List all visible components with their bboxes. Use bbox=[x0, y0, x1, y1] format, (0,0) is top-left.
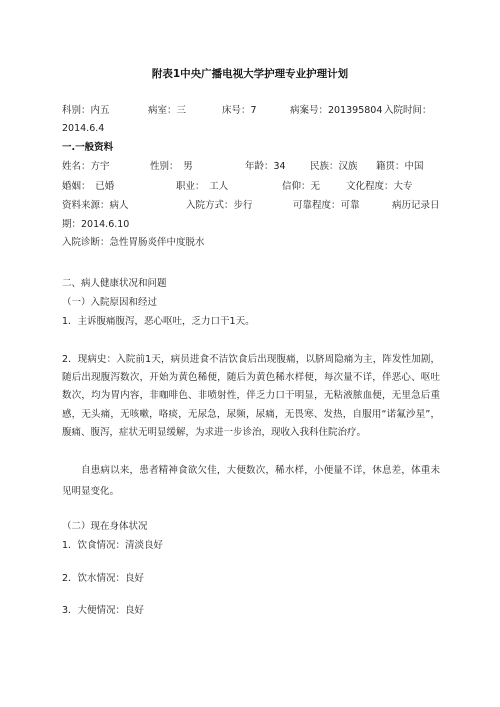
education-field: 文化程度：大专 bbox=[346, 181, 413, 192]
bed-field: 床号：7 bbox=[222, 105, 257, 116]
department-field: 科别：内五 bbox=[62, 105, 110, 116]
admit-way-field: 入院方式：步行 bbox=[186, 200, 253, 211]
name-field: 姓名：方宇 bbox=[62, 161, 110, 172]
document-title: 附表1中央广播电视大学护理专业护理计划 bbox=[151, 68, 349, 80]
record-date-value: 期：2014.6.10 bbox=[62, 219, 130, 230]
native-place-field: 籍贯：中国 bbox=[376, 161, 424, 172]
subsection-admission-reason: （一）入院原因和经过 bbox=[62, 297, 158, 308]
chief-complaint: 1．主诉腹痛腹泻，恶心呕吐，乏力口干1天。 bbox=[62, 316, 255, 327]
occupation-field: 职业： 工人 bbox=[176, 181, 229, 192]
subsection-current-condition: （二）现在身体状况 bbox=[62, 521, 148, 532]
water-intake-status: 2．饮水情况：良好 bbox=[62, 573, 145, 584]
stool-status: 3．大便情况：良好 bbox=[62, 605, 145, 616]
section-general-heading: 一.一般资料 bbox=[62, 142, 114, 153]
present-illness-paragraph: 2．现病史：入院前1天，病员进食不洁饮食后出现腹痛，以脐周隐痛为主，阵发性加剧，随后出现腹泻数次，开始为黄色稀便，随后为黄色稀水样便，每次量不详，伴恶心、呕吐数次，均为胃内容，非咖啡色、非喷射性，伴乏力口干明显，无粘液脓血便，无里急后重感，无头痛，无咳嗽，咯痰，无尿急，尿频，尿痛，无畏寒、发热，自服用“诺氟沙星”，腹痛、腹泻，症状无明显缓解，为求进一步诊治，现收入我科住院治疗。 bbox=[62, 354, 440, 438]
diet-status: 1．饮食情况：清淡良好 bbox=[62, 540, 164, 551]
belief-field: 信仰：无 bbox=[282, 181, 321, 192]
marital-field: 婚姻： 已婚 bbox=[62, 181, 115, 192]
gender-field: 性别： 男 bbox=[150, 161, 193, 172]
admission-diagnosis: 入院诊断：急性胃肠炎伴中度脱水 bbox=[62, 237, 205, 248]
section-health-heading: 二、病人健康状况和问题 bbox=[62, 278, 167, 289]
source-field: 资料来源：病人 bbox=[62, 200, 129, 211]
reliability-field: 可靠程度：可靠 bbox=[293, 200, 360, 211]
ethnicity-field: 民族：汉族 bbox=[310, 161, 358, 172]
record-date-label: 病历记录日 bbox=[392, 200, 440, 211]
since-onset-paragraph: 自患病以来，患者精神食欲欠佳，大便数次，稀水样，小便量不详，休息差，体重未见明显变化。 bbox=[62, 465, 440, 497]
ward-field: 病室：三 bbox=[148, 105, 187, 116]
admit-time-label: 入院时间： bbox=[384, 105, 432, 116]
admit-time-value: 2014.6.4 bbox=[62, 123, 105, 134]
age-field: 年龄：34 bbox=[245, 161, 286, 172]
case-number-field: 病案号：201395804 bbox=[290, 105, 383, 116]
